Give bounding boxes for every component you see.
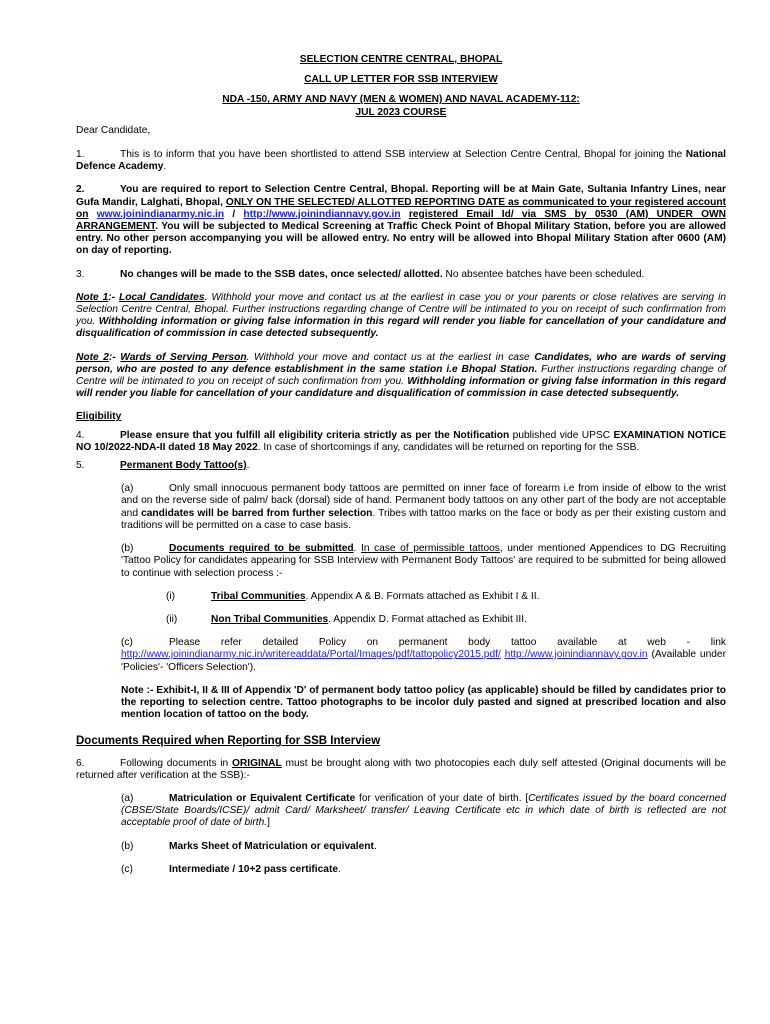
para-5a-label: (a) xyxy=(121,483,134,495)
para-6c xyxy=(121,864,726,876)
para-2-underlined-2: registered Email Id/ via SMS by 0530 (AM) UNDER OWN ARRANGEMENT xyxy=(76,208,726,233)
para-3 xyxy=(76,269,726,281)
note-1 xyxy=(76,292,726,341)
note-2-label: Note 2 xyxy=(76,351,109,363)
documents-heading: Documents Required when Reporting for SSB Interview xyxy=(76,735,381,748)
para-6b-bold: Marks Sheet of Matriculation or equivalent xyxy=(169,840,374,852)
para-3-text: No absentee batches have been scheduled. xyxy=(442,268,645,280)
eligibility-heading: Eligibility xyxy=(76,411,122,423)
para-6-text-2: must be brought along with two photocopies each duly self attested (Original documents will be returned after verification at the SSB):- xyxy=(76,757,726,781)
para-5b-ii-title: Non Tribal Communities xyxy=(211,613,329,625)
note-2-text: . Withhold your move and contact us at the earliest in case xyxy=(246,351,535,363)
para-3-number: 3. xyxy=(76,268,85,280)
para-6a xyxy=(121,793,726,830)
para-1 xyxy=(76,149,726,173)
para-6a-end: ] xyxy=(267,817,270,829)
para-6a-italic: Certificates issued by the board concerned (CBSE/State Boards/ICSE)/ admit Card/ Marksheet/ transfer/ Leaving Certificate etc in which date of birth is reflected are not acceptable proof of date of birth. xyxy=(121,792,726,829)
tattoo-policy-link[interactable]: http://www.joinindianarmy.nic.in/writereaddata/Portal/Images/pdf/tattopolicy2015.pdf/ xyxy=(121,649,501,661)
para-6a-label: (a) xyxy=(121,792,134,804)
para-5b-ii-text: . Appendix D. Format attached as Exhibit III. xyxy=(328,613,527,625)
para-5c xyxy=(121,637,726,674)
para-3-bold: No changes will be made to the SSB dates, once selected/ allotted. xyxy=(120,268,443,280)
para-2-text: You are required to report to Selection Centre Central, Bhopal. Reporting will be at Main Gate, Sultania Infantry Lines, near Gufa Mandir, Lalghati, Bhopal, xyxy=(76,184,726,208)
para-5b-sep: . xyxy=(353,543,362,555)
para-5c-text-2: (Available under 'Policies'- 'Officers Selection'). xyxy=(121,649,726,673)
para-4-text: published vide UPSC xyxy=(509,429,614,441)
para-5-number: 5. xyxy=(76,460,85,472)
para-1-bold: National Defence Academy xyxy=(76,149,726,173)
para-5b-underlined: In case of permissible tattoos xyxy=(361,543,500,555)
para-6c-bold: Intermediate / 10+2 pass certificate xyxy=(169,863,339,875)
para-6b xyxy=(121,841,726,853)
document-page xyxy=(76,54,726,876)
para-6a-text: for verification of your date of birth. [ xyxy=(355,792,529,804)
para-5b-i-label: (i) xyxy=(166,590,176,602)
note-2-text-2: Further instructions regarding change of Centre will be intimated to you on receipt of such confirmation from you. xyxy=(76,363,727,388)
para-5a-text: Only small innocuous permanent body tattoos are permitted on inner face of forearm i.e from inside of elbow to the wrist and on the reverse side of palm/ back (dorsal) side of hand. Permanent body tattoos on any other part of the body are not acceptable and xyxy=(121,483,726,519)
para-1-text: This is to inform that you have been shortlisted to attend SSB interview at Selection Centre Central, Bhopal for joining the xyxy=(120,149,686,161)
para-1-number: 1. xyxy=(76,149,85,161)
para-1-end: . xyxy=(163,161,167,173)
navy-link-2[interactable]: http://www.joinindiannavy.gov.in xyxy=(504,649,648,661)
para-5b-text: , under mentioned Appendices to DG Recruiting 'Tattoo Policy for candidates appearing for SSB Interview with Permanent Body Tattoos' are required to be submitted for being allowed to continue with selection process :- xyxy=(121,543,726,579)
para-6 xyxy=(76,758,726,782)
note-2 xyxy=(76,352,726,401)
note-1-sep: :- xyxy=(108,291,120,303)
para-4-notice: EXAMINATION NOTICE NO 10/2022-NDA-II dated 18 May 2022 xyxy=(76,429,726,453)
para-4 xyxy=(76,430,726,454)
para-6-text: Following documents in xyxy=(120,757,232,769)
para-5b-ii xyxy=(166,614,726,626)
note-1-text: . Withhold your move and contact us at the earliest in case you or your parents or close relatives are serving in Selection Centre Central, Bhopal. Further instructions regarding change of Centre will be intimated to you on receipt of such confirmation from you. xyxy=(76,291,726,328)
letter-heading: CALL UP LETTER FOR SSB INTERVIEW xyxy=(304,74,498,86)
course-heading-line1: NDA -150, ARMY AND NAVY (MEN & WOMEN) AND NAVAL ACADEMY-112: xyxy=(222,94,580,106)
para-5b-ii-label: (ii) xyxy=(166,613,178,625)
tattoo-note: Note :- Exhibit-I, II & III of Appendix 'D' of permanent body tattoo policy (as applicable) should be filled by candidates prior to the reporting to selection centre. Tattoo photographs to be incolor duly pasted and signed at prescribed location and also mention location of tattoo on the body. xyxy=(121,684,726,721)
para-6-number: 6. xyxy=(76,757,85,769)
para-5a xyxy=(121,483,726,532)
para-5b-i-text: . Appendix A & B. Formats attached as Exhibit I & II. xyxy=(305,590,540,602)
note-2-sep: :- xyxy=(108,351,121,363)
army-link[interactable]: www.joinindianarmy.nic.in xyxy=(96,208,225,220)
para-5b-title: Documents required to be submitted xyxy=(169,543,354,555)
note-2-bold-2: Withholding information or giving false information in this regard will render you liable for cancellation of your candidature and disqualification of commission in case detected subsequently. xyxy=(76,376,727,400)
para-5a-text-2: . Tribes with tattoo marks on the face or body as per their existing custom and traditions will be permitted on a case to case basis. xyxy=(121,507,726,531)
para-2 xyxy=(76,184,726,257)
note-1-title: Local Candidates xyxy=(119,291,205,303)
para-4-text-2: . In case of shortcomings if any, candidates will be returned on reporting for the SSB. xyxy=(257,441,640,453)
para-5b-i xyxy=(166,591,726,603)
para-5b-label: (b) xyxy=(121,543,134,555)
note-1-bold: Withholding information or giving false information in this regard will render you liable for cancellation of your candidature and disqualification of commission in case detected subsequently. xyxy=(76,316,726,340)
para-5b-i-title: Tribal Communities xyxy=(211,590,306,602)
para-6-original: ORIGINAL xyxy=(231,757,282,769)
para-6b-label: (b) xyxy=(121,840,134,852)
para-5c-label: (c) xyxy=(121,637,133,649)
para-4-bold: Please ensure that you fulfill all eligibility criteria strictly as per the Notification xyxy=(120,429,510,441)
navy-link[interactable]: http://www.joinindiannavy.gov.in xyxy=(243,208,401,220)
centre-heading: SELECTION CENTRE CENTRAL, BHOPAL xyxy=(299,54,503,65)
para-6a-bold: Matriculation or Equivalent Certificate xyxy=(169,792,356,804)
para-5 xyxy=(76,460,726,472)
para-5b xyxy=(121,543,726,580)
para-6c-label: (c) xyxy=(121,863,133,875)
course-heading-line2: JUL 2023 COURSE xyxy=(355,106,447,118)
para-2-underlined: ONLY ON THE SELECTED/ ALLOTTED REPORTING DATE as communicated to your registered account on xyxy=(76,196,726,220)
para-2-rest: . You will be subjected to Medical Screening at Traffic Check Point of Bhopal Military Station, before you are allowed entry. No other person accompanying you will be allowed entry. No entry will be allowed into Bhopal Military Station after 0600 (AM) on day of reporting. xyxy=(76,221,726,257)
para-5-end: . xyxy=(246,460,250,472)
para-5a-bold: candidates will be barred from further selection xyxy=(141,507,373,519)
note-1-label: Note 1 xyxy=(76,291,109,303)
para-6b-end: . xyxy=(373,840,377,852)
para-4-number: 4. xyxy=(76,429,85,441)
note-2-bold: Candidates, who are wards of serving person, who are posted to any defence establishment in the same station i.e Bhopal Station. xyxy=(76,351,726,375)
note-2-title: Wards of Serving Person xyxy=(120,351,247,363)
para-2-slash: / xyxy=(224,208,244,220)
salutation: Dear Candidate, xyxy=(76,124,151,136)
para-6c-end: . xyxy=(338,863,341,875)
para-5-title: Permanent Body Tattoo(s) xyxy=(120,460,247,472)
para-2-number: 2. xyxy=(76,184,85,196)
para-5c-text: Please refer detailed Policy on permanent body tattoo available at web - link xyxy=(169,637,726,649)
